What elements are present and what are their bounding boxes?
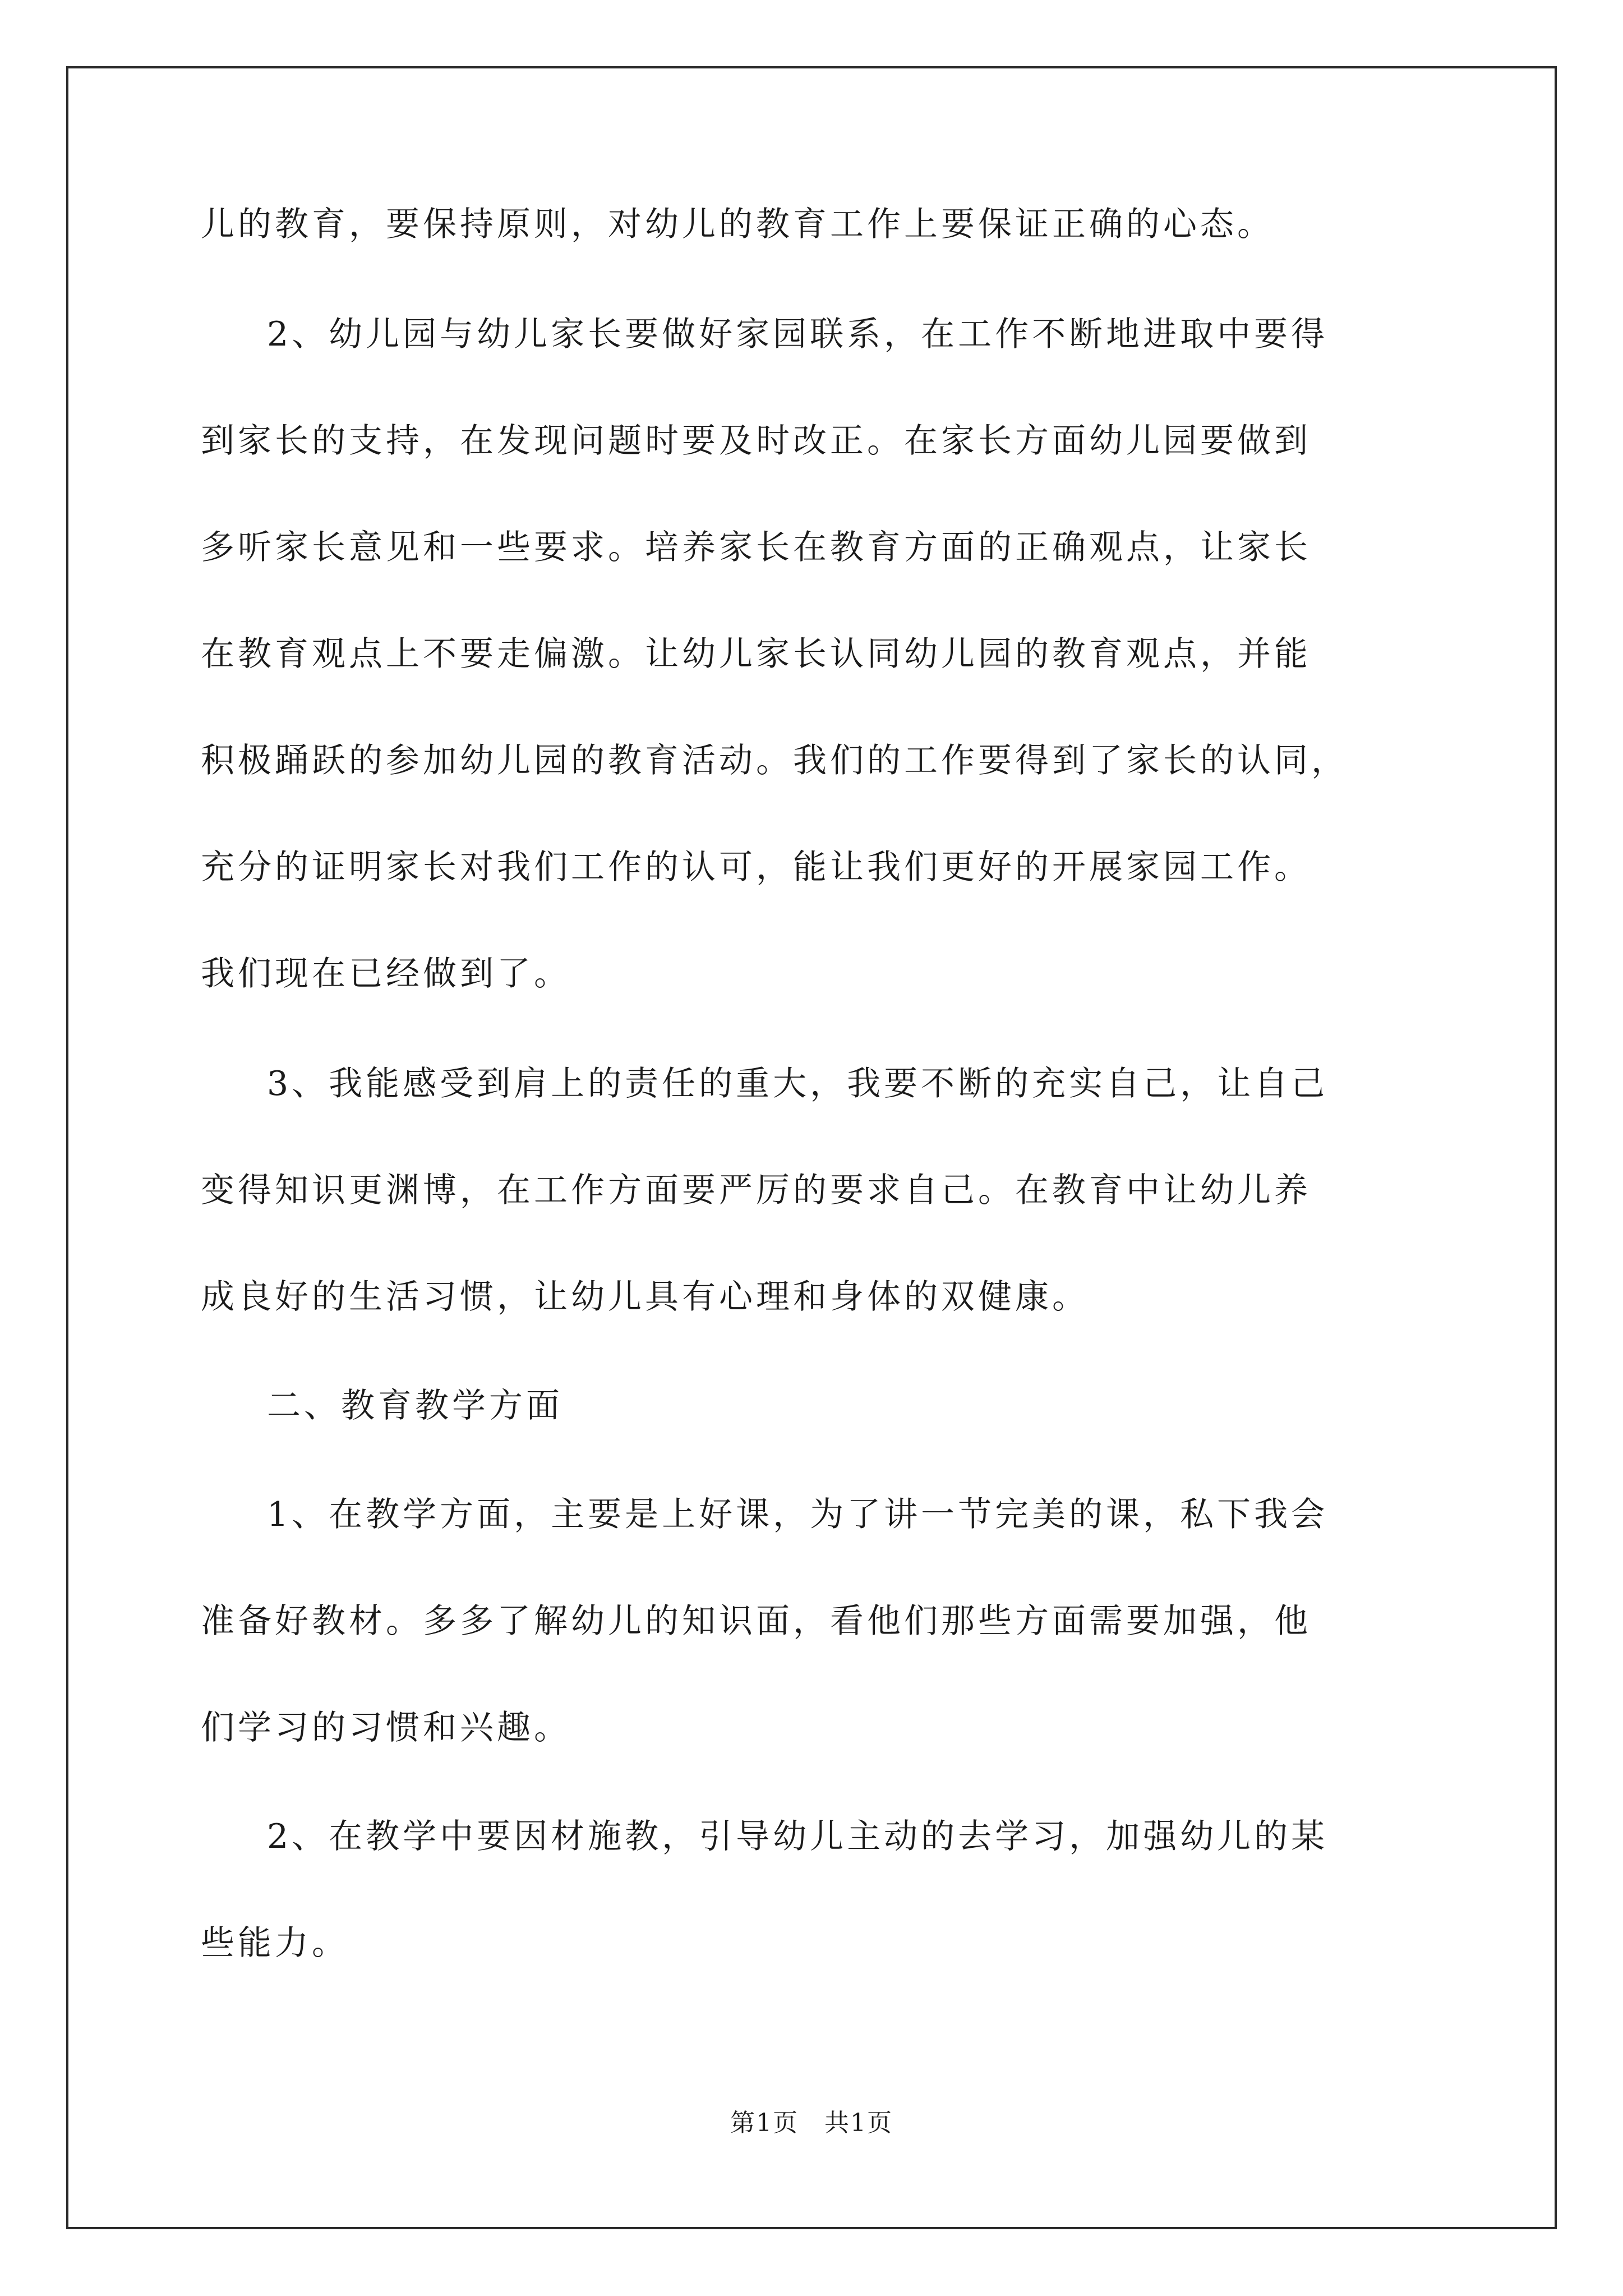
- text-line-11: 成良好的生活习惯，让幼儿具有心理和身体的双健康。: [201, 1277, 1089, 1317]
- text-line-10: 变得知识更渊博，在工作方面要严厉的要求自己。在教育中让幼儿养: [201, 1171, 1311, 1210]
- text-line-15: 们学习的习惯和兴趣。: [201, 1708, 571, 1747]
- text-line-13: 1、在教学方面，主要是上好课，为了讲一节完美的课，私下我会: [267, 1495, 1329, 1534]
- page-border: [66, 66, 1557, 2229]
- text-line-14: 准备好教材。多多了解幼儿的知识面，看他们那些方面需要加强，他: [201, 1602, 1311, 1641]
- text-line-8: 我们现在已经做到了。: [201, 954, 571, 993]
- text-line-16: 2、在教学中要因材施教，引导幼儿主动的去学习，加强幼儿的某: [267, 1817, 1329, 1856]
- text-line-5: 在教育观点上不要走偏激。让幼儿家长认同幼儿园的教育观点，并能: [201, 634, 1311, 674]
- text-line-7: 充分的证明家长对我们工作的认可，能让我们更好的开展家园工作。: [201, 848, 1311, 887]
- text-line-17: 些能力。: [201, 1924, 349, 1963]
- section-heading: 二、教育教学方面: [267, 1386, 563, 1425]
- text-line-2: 2、幼儿园与幼儿家长要做好家园联系，在工作不断地进取中要得: [267, 315, 1329, 354]
- text-line-9: 3、我能感受到肩上的责任的重大，我要不断的充实自己，让自己: [267, 1064, 1329, 1103]
- text-line-3: 到家长的支持，在发现问题时要及时改正。在家长方面幼儿园要做到: [201, 421, 1311, 461]
- text-line-6: 积极踊跃的参加幼儿园的教育活动。我们的工作要得到了家长的认同，: [201, 741, 1348, 780]
- page-number-footer: 第1页 共1页: [730, 2109, 893, 2137]
- text-line-4: 多听家长意见和一些要求。培养家长在教育方面的正确观点，让家长: [201, 528, 1311, 567]
- text-line-1: 儿的教育，要保持原则，对幼儿的教育工作上要保证正确的心态。: [201, 205, 1274, 244]
